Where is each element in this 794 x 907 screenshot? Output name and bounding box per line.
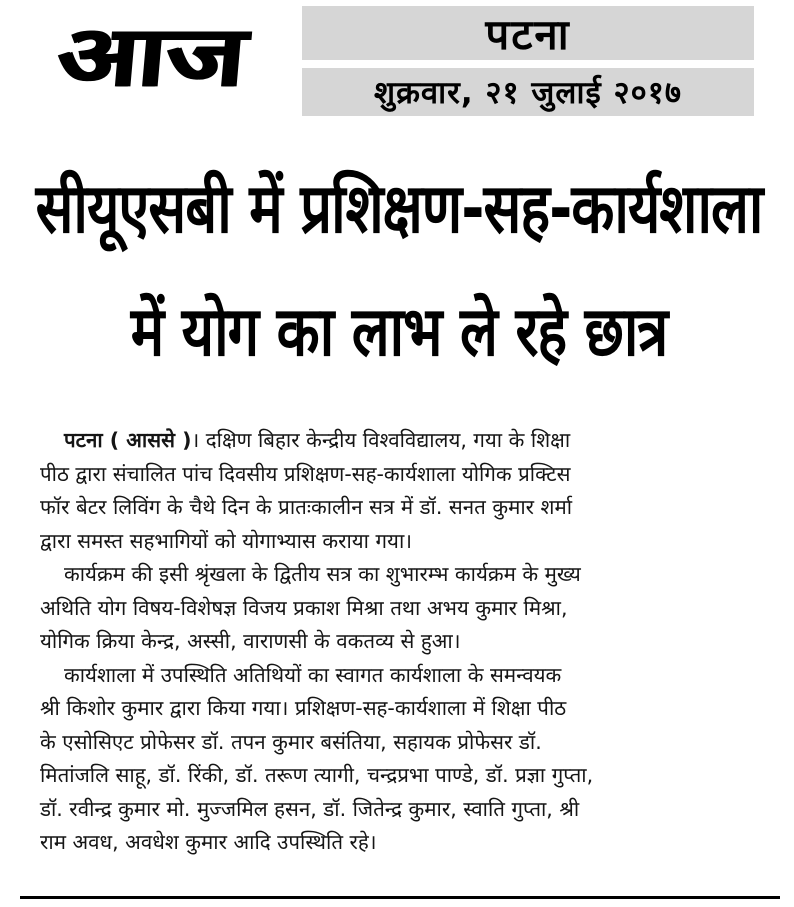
paragraph-line: पीठ द्वारा संचालित पांच दिवसीय प्रशिक्षण-सह-कार्यशाला योगिक प्रक्टिस: [40, 461, 571, 486]
paragraph-line: राम अवध, अवधेश कुमार आदि उपस्थिति रहे।: [40, 830, 377, 854]
paragraph-line: द्वारा समस्त सहभागियों को योगाभ्यास कराया गया।: [40, 528, 413, 553]
newspaper-logo: आज: [53, 7, 251, 105]
paragraph-line: कार्यक्रम की इसी श्रृंखला के द्वितीय सत्र का शुभारम्भ कार्यक्रम के मुख्य: [64, 562, 581, 586]
headline-line-1: सीयूएसबी में प्रशिक्षण-सह-कार्यशाला: [35, 169, 763, 250]
paragraph-line: योगिक क्रिया केन्द्र, अस्सी, वाराणसी के वकतव्य से हुआ।: [40, 629, 461, 653]
paragraph-text: । दक्षिण बिहार केन्द्रीय विश्वविद्यालय, गया के शिक्षा: [191, 428, 571, 452]
paragraph-line: कार्यशाला में उपस्थिति अतिथियों का स्वागत कार्यशाला के समन्वयक: [64, 662, 562, 687]
paragraph-1: [40, 424, 784, 558]
paragraph-3: [40, 659, 784, 860]
paragraph-2: [40, 558, 784, 659]
dateline: पटना ( आससे ): [64, 428, 192, 452]
city-name: पटना: [485, 9, 571, 59]
paragraph-line: डॉ. रवीन्द्र कुमार मो. मुज्जमिल हसन, डॉ. जितेन्द्र कुमार, स्वाति गुप्ता, श्री: [40, 796, 580, 821]
paragraph-line: के एसोसिएट प्रोफेसर डॉ. तपन कुमार बसंतिया, सहायक प्रोफेसर डॉ.: [40, 729, 542, 754]
paragraph-line: [40, 424, 784, 458]
article-body: [40, 424, 784, 860]
bottom-rule: [20, 896, 780, 899]
date-banner: [302, 68, 754, 116]
paragraph-line: मितांजलि साहू, डॉ. रिंकी, डॉ. तरूण त्यागी, चन्द्रप्रभा पाण्डे, डॉ. प्रज्ञा गुप्ता,: [40, 763, 594, 787]
paragraph-line: फॉर बेटर लिविंग के चैथे दिन के प्रातःकालीन सत्र में डॉ. सनत कुमार शर्मा: [40, 495, 573, 519]
paragraph-line: श्री किशोर कुमार द्वारा किया गया। प्रशिक्षण-सह-कार्यशाला में शिक्षा पीठ: [40, 696, 567, 720]
paragraph-line: अथिति योग विषय-विशेषज्ञ विजय प्रकाश मिश्रा तथा अभय कुमार मिश्रा,: [40, 595, 568, 620]
headline-line-2: में योग का लाभ ले रहे छात्र: [130, 292, 668, 373]
issue-date: शुक्रवार, २१ जुलाई २०१७: [374, 75, 682, 111]
city-banner: [302, 6, 754, 60]
